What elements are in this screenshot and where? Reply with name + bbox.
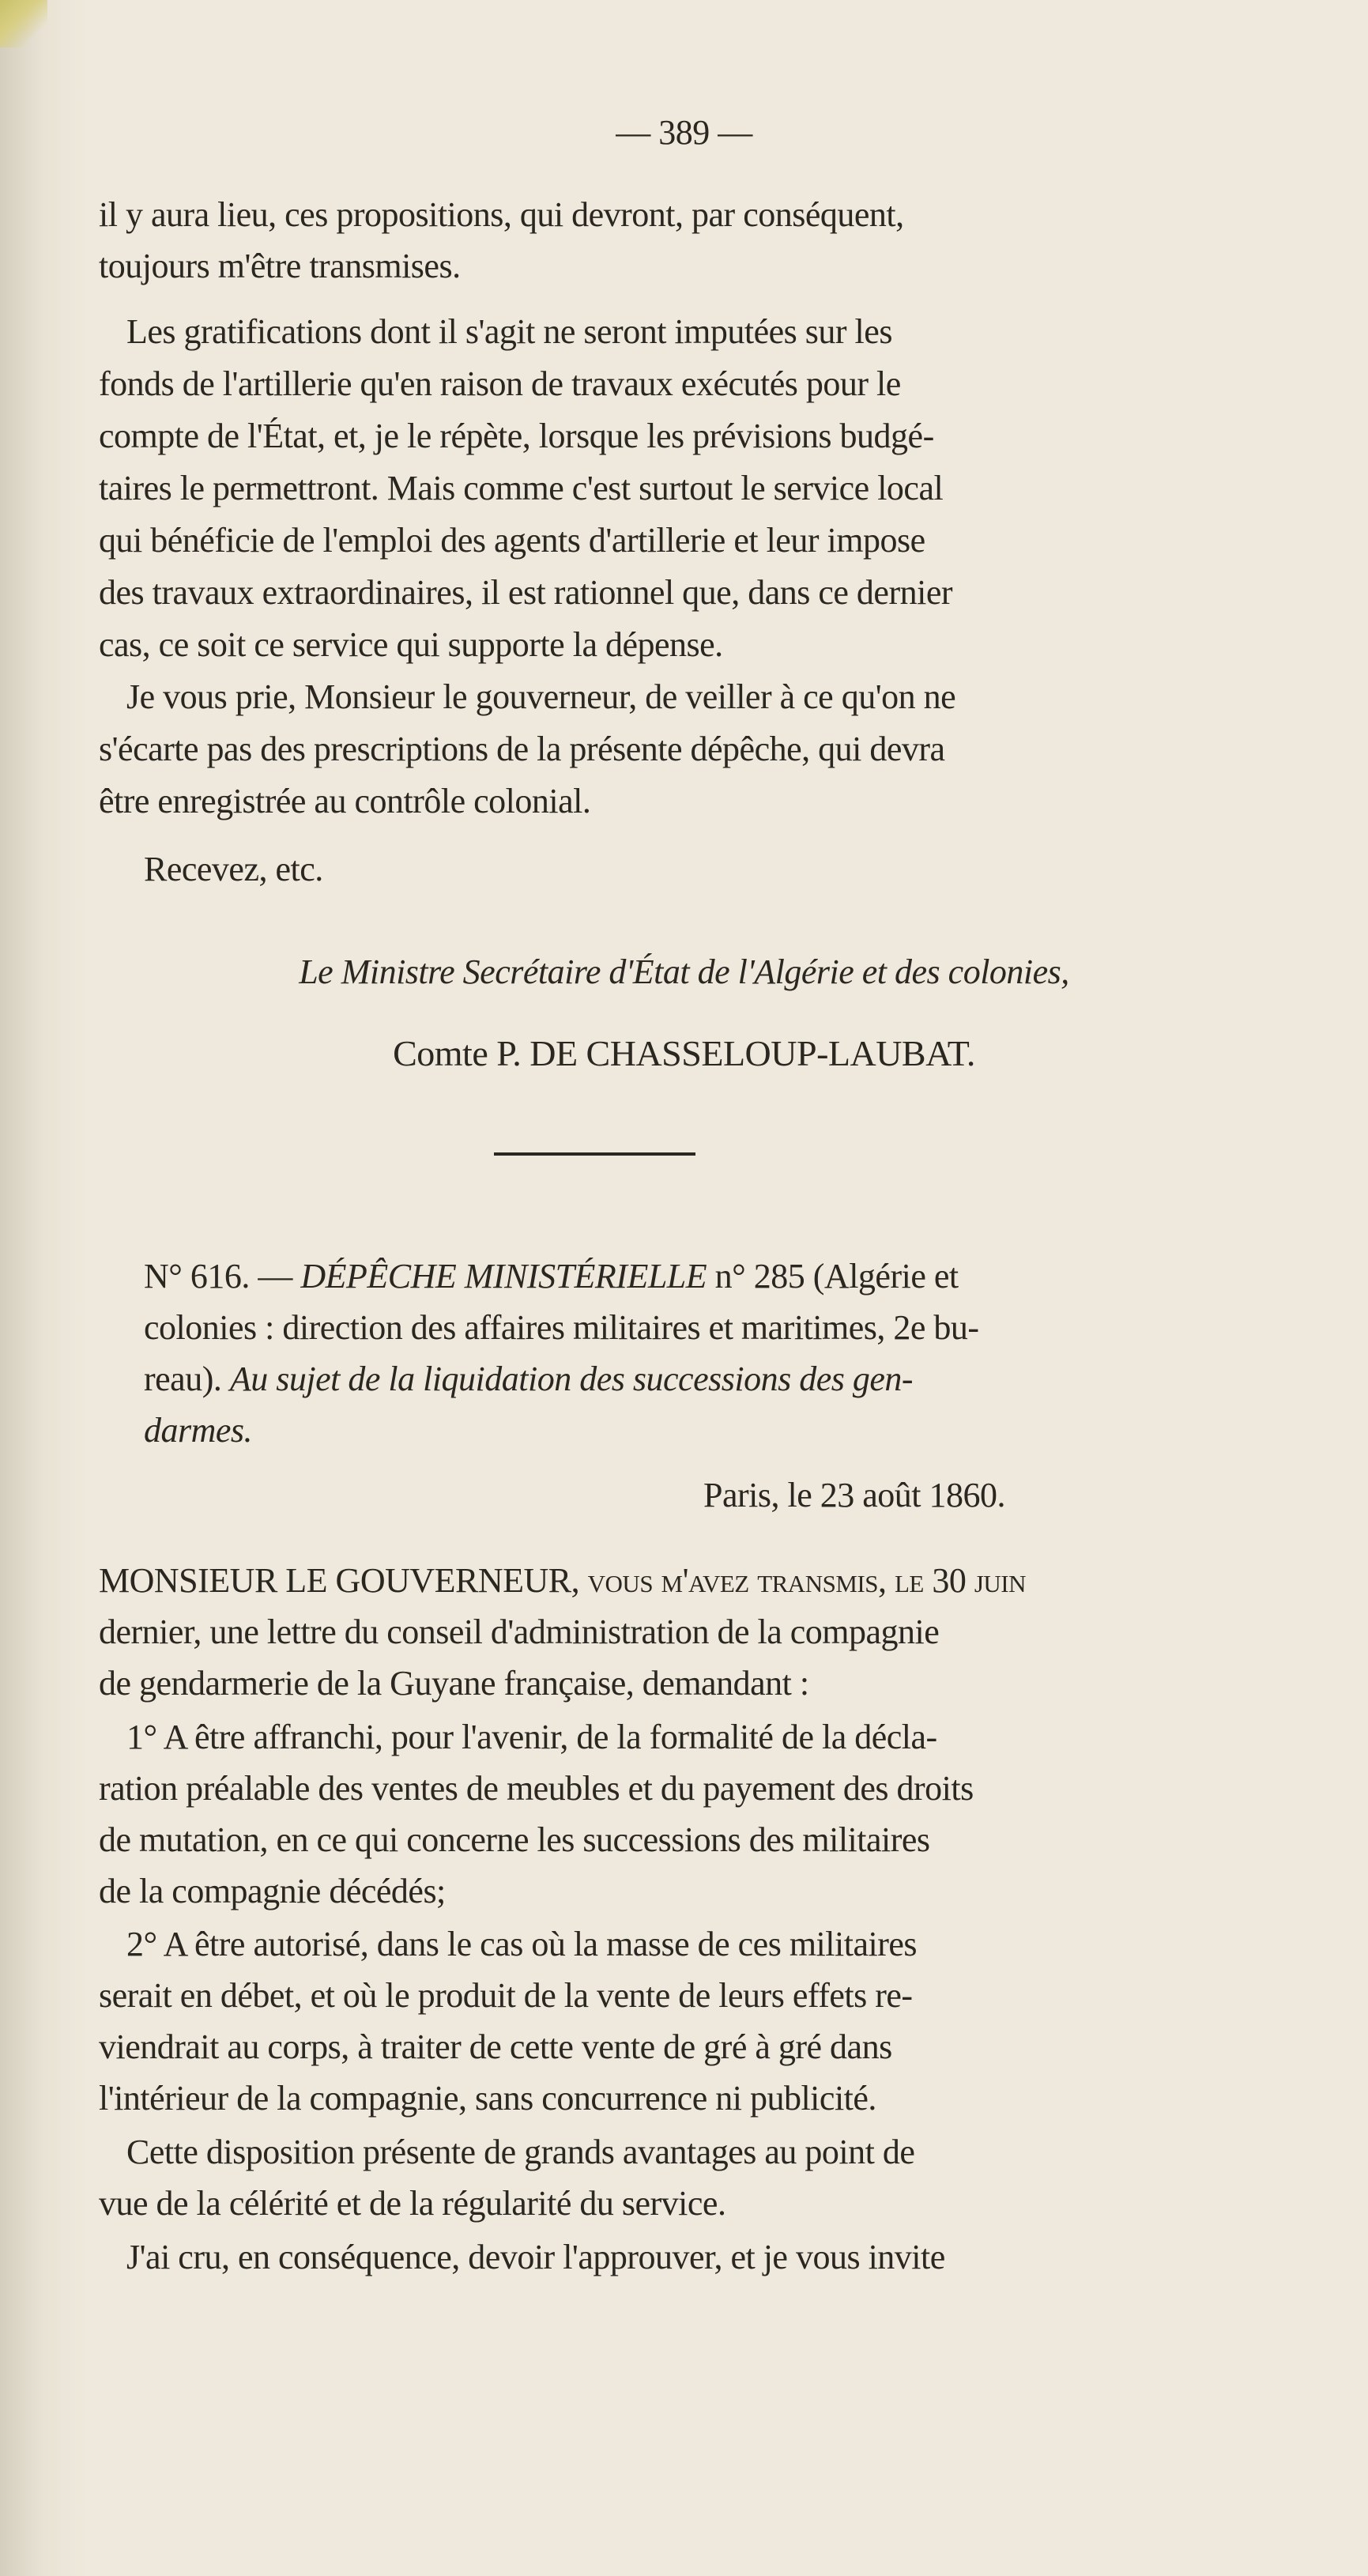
text-line: taires le permettront. Mais comme c'est surtout le service local: [99, 469, 944, 507]
heading-line: [144, 1253, 959, 1300]
section-divider: [494, 1152, 695, 1156]
signature-title: Le Ministre Secrétaire d'État de l'Algérie et des colonies,: [299, 952, 1069, 991]
body-line: viendrait au corps, à traiter de cette vente de gré à gré dans: [99, 2027, 892, 2066]
body-line: de mutation, en ce qui concerne les successions des militaires: [99, 1820, 930, 1859]
body-line: 1° A être affranchi, pour l'avenir, de la formalité de la décla-: [126, 1718, 937, 1756]
text-line: Je vous prie, Monsieur le gouverneur, de veiller à ce qu'on ne: [126, 677, 956, 716]
body-line: vue de la célérité et de la régularité du service.: [99, 2184, 726, 2223]
body-line: de la compagnie décédés;: [99, 1872, 446, 1910]
text-line: compte de l'État, et, je le répète, lorsque les prévisions budgé-: [99, 417, 934, 455]
body-line: MONSIEUR LE GOUVERNEUR, vous m'avez transmis, le 30 juin: [99, 1561, 1026, 1600]
signature-name: Comte P. DE CHASSELOUP-LAUBAT.: [393, 1033, 975, 1073]
text-line: Les gratifications dont il s'agit ne seront imputées sur les: [126, 312, 892, 351]
text-line: s'écarte pas des prescriptions de la présente dépêche, qui devra: [99, 730, 945, 768]
body-line: ration préalable des ventes de meubles et du payement des droits: [99, 1769, 974, 1808]
page-edge-stain: [0, 0, 47, 47]
page-number: — 389 —: [616, 113, 752, 152]
body-line: l'intérieur de la compagnie, sans concurrence ni publicité.: [99, 2079, 876, 2118]
body-line: 2° A être autorisé, dans le cas où la masse de ces militaires: [126, 1925, 917, 1963]
heading-line: [144, 1356, 913, 1403]
heading-fragment: reau).: [144, 1360, 230, 1398]
heading-line: [144, 1407, 252, 1454]
body-line: J'ai cru, en conséquence, devoir l'approuver, et je vous invite: [126, 2238, 945, 2276]
heading-fragment: n° 285 (Algérie et: [707, 1257, 959, 1296]
entry-date: Paris, le 23 août 1860.: [703, 1476, 1006, 1514]
text-line: toujours m'être transmises.: [99, 247, 461, 285]
heading-fragment: colonies : direction des affaires militaires et maritimes, 2e bu-: [144, 1308, 979, 1347]
text-line: il y aura lieu, ces propositions, qui devront, par conséquent,: [99, 195, 904, 234]
body-line: Cette disposition présente de grands avantages au point de: [126, 2133, 915, 2171]
body-line: dernier, une lettre du conseil d'administration de la compagnie: [99, 1612, 940, 1651]
text-line: des travaux extraordinaires, il est rationnel que, dans ce dernier: [99, 573, 952, 612]
heading-fragment: darmes.: [144, 1411, 253, 1450]
heading-fragment: N° 616. —: [144, 1257, 301, 1296]
text-line: qui bénéficie de l'emploi des agents d'artillerie et leur impose: [99, 521, 925, 560]
text-line: cas, ce soit ce service qui supporte la dépense.: [99, 625, 723, 664]
body-line: serait en débet, et où le produit de la vente de leurs effets re-: [99, 1976, 913, 2015]
text-line: Recevez, etc.: [144, 850, 323, 888]
heading-line: [144, 1304, 979, 1352]
text-line: fonds de l'artillerie qu'en raison de travaux exécutés pour le: [99, 364, 901, 403]
heading-fragment: DÉPÊCHE MINISTÉRIELLE: [300, 1257, 707, 1296]
body-line: de gendarmerie de la Guyane française, demandant :: [99, 1664, 809, 1703]
text-line: être enregistrée au contrôle colonial.: [99, 782, 591, 820]
heading-fragment: Au sujet de la liquidation des successions des gen-: [229, 1360, 914, 1398]
